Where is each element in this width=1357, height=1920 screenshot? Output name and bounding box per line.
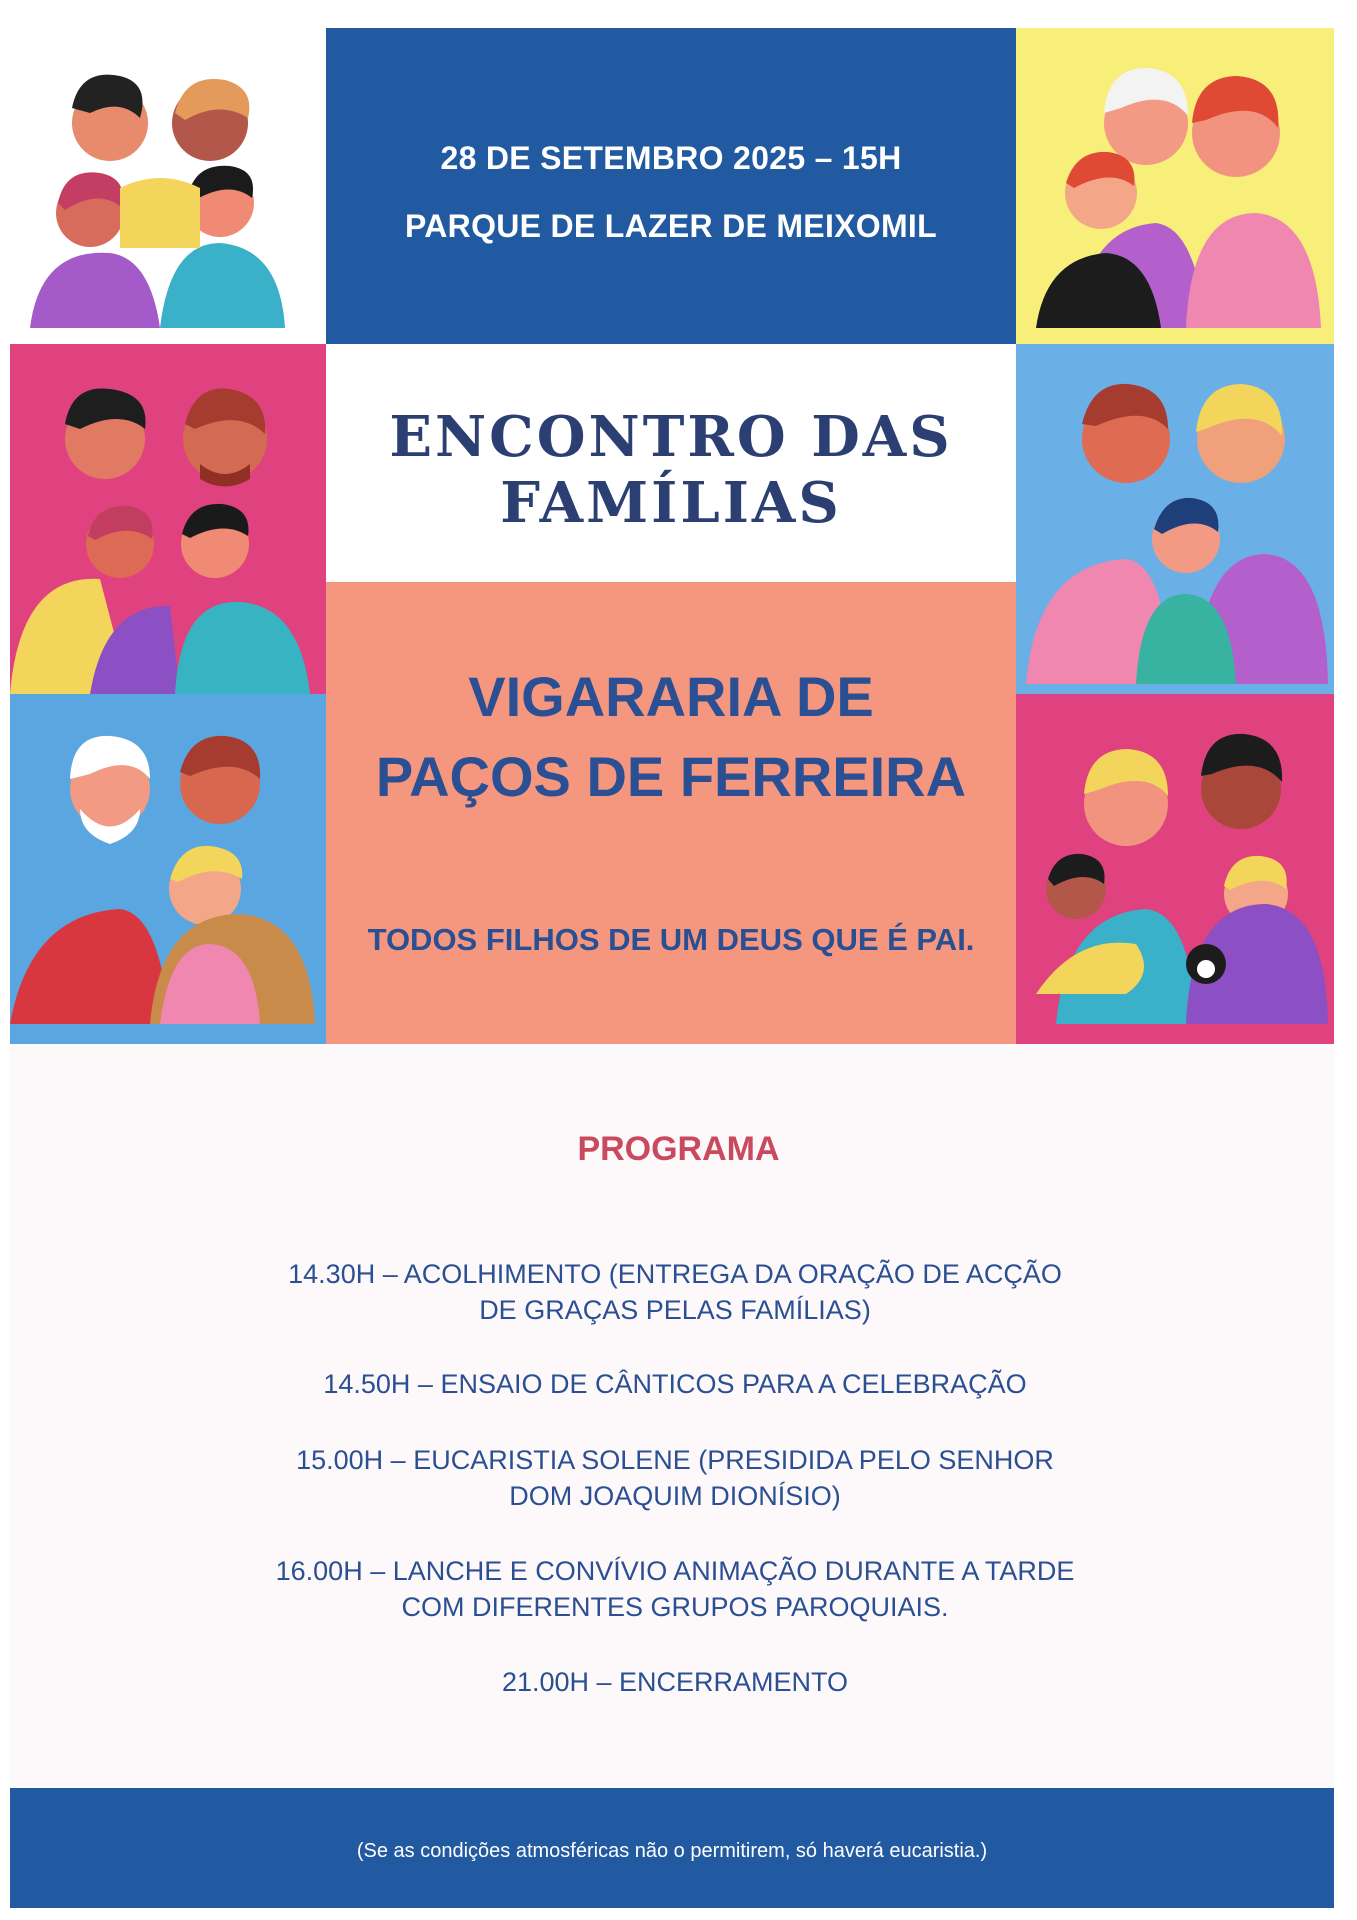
- family-illustration-top-left: [10, 28, 326, 344]
- family-illustration-middle-left: [10, 344, 326, 694]
- programa-item: [250, 1442, 1100, 1514]
- programa-item: [250, 1664, 1100, 1700]
- event-title: [326, 404, 1016, 536]
- programa-item: [250, 1256, 1100, 1328]
- family-illustration-bottom-left: [10, 694, 326, 1044]
- organizer-line1: VIGARARIA DE: [468, 665, 874, 728]
- programa-item-line1: 16.00H – LANCHE E CONVÍVIO ANIMAÇÃO DURANTE A TARDE: [275, 1556, 1075, 1586]
- programa-item-line2: COM DIFERENTES GRUPOS PAROQUIAIS.: [401, 1592, 949, 1622]
- event-location: PARQUE DE LAZER DE MEIXOMIL: [405, 208, 937, 244]
- programa-item-line1: 14.50H – ENSAIO DE CÂNTICOS PARA A CELEBRAÇÃO: [323, 1369, 1027, 1399]
- family-illustration-bottom-right: [1016, 694, 1334, 1044]
- event-title-line1: ENCONTRO DAS: [389, 404, 953, 470]
- programa-item-line1: 21.00H – ENCERRAMENTO: [501, 1667, 849, 1697]
- programa-item-line2: DE GRAÇAS PELAS FAMÍLIAS): [479, 1295, 871, 1325]
- programa-item-line1: 15.00H – EUCARISTIA SOLENE (PRESIDIDA PELO SENHOR: [296, 1445, 1054, 1475]
- family-illustration-top-right: [1016, 28, 1334, 344]
- motto: TODOS FILHOS DE UM DEUS QUE É PAI.: [367, 922, 975, 957]
- weather-note: (Se as condições atmosféricas não o permitirem, só haverá eucaristia.): [356, 1840, 988, 1862]
- event-title-box: [326, 344, 1016, 582]
- family-illustration-middle-right: [1016, 344, 1334, 694]
- event-title-line2: FAMÍLIAS: [500, 470, 842, 536]
- programa-item-line2: DOM JOAQUIM DIONÍSIO): [509, 1481, 841, 1511]
- event-date-time: 28 DE SETEMBRO 2025 – 15H: [440, 140, 902, 176]
- organizer-box: [326, 582, 1016, 1044]
- programa-heading: PROGRAMA: [577, 1130, 780, 1168]
- footer-bar: [10, 1788, 1334, 1908]
- organizer-line2: PAÇOS DE FERREIRA: [375, 745, 967, 808]
- programa-item: [250, 1366, 1100, 1402]
- programa-item: [250, 1553, 1100, 1625]
- programa-item-line1: 14.30H – ACOLHIMENTO (ENTREGA DA ORAÇÃO DE ACÇÃO: [288, 1259, 1062, 1289]
- event-header: [326, 28, 1016, 344]
